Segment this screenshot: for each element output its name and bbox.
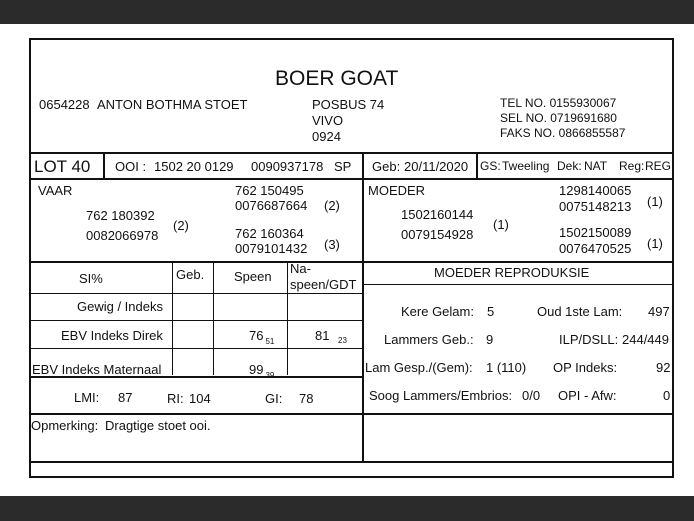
divider — [362, 284, 672, 285]
divider — [31, 152, 672, 154]
address-line-2: VIVO — [312, 113, 344, 128]
index-header-postweaning-1: Na- — [290, 261, 311, 276]
card-title: BOER GOAT — [275, 67, 399, 90]
lambs-born-value: 9 — [486, 332, 494, 347]
ooi-id: 0090937178 — [251, 159, 324, 174]
ilp-label: ILP/DSLL: — [559, 332, 619, 347]
remarks-text: Dragtige stoet ooi. — [105, 418, 211, 433]
sire-number: 0082066978 — [86, 228, 159, 243]
lambs-weaned-value: 1 (110) — [486, 360, 527, 375]
opi-deviation-label: OPI - Afw: — [558, 388, 617, 403]
divider — [103, 154, 105, 178]
times-lambed-label: Kere Gelam: — [401, 304, 474, 319]
divider — [31, 413, 672, 415]
dam-label: MOEDER — [368, 183, 426, 198]
fax-number: FAKS NO. 0866855587 — [500, 126, 626, 140]
index-header-birth: Geb. — [176, 267, 205, 282]
divider — [172, 263, 173, 375]
divider — [31, 293, 362, 294]
dek-label: Dek: — [557, 159, 582, 173]
reproduction-title: MOEDER REPRODUKSIE — [434, 265, 590, 280]
dam-dam-mark: (1) — [647, 236, 663, 251]
birth-label: Geb: — [372, 159, 401, 174]
dam-dam-number: 0076470525 — [559, 241, 632, 256]
reg-label: Reg: — [619, 159, 645, 173]
divider — [287, 263, 288, 375]
divider — [31, 461, 672, 463]
index-header-si: SI% — [79, 271, 103, 286]
reg-value: REG — [645, 159, 672, 173]
times-lambed-value: 5 — [487, 304, 495, 319]
divider — [362, 154, 364, 178]
gi-value: 78 — [299, 391, 314, 406]
dam-id: 1502160144 — [401, 207, 474, 222]
op-index-value: 92 — [656, 360, 671, 375]
cell-number: SEL NO. 0719691680 — [500, 111, 617, 125]
dam-number: 0079154928 — [401, 227, 474, 242]
divider — [31, 376, 362, 378]
sire-sire-number: 0076687664 — [235, 198, 308, 213]
dam-sire-id: 1298140065 — [559, 183, 632, 198]
sire-label: VAAR — [38, 183, 73, 198]
divider — [362, 180, 364, 462]
divider — [31, 178, 672, 180]
divider — [31, 348, 362, 349]
sire-dam-mark: (3) — [324, 237, 340, 252]
ooi-label: OOI : — [115, 159, 147, 174]
sire-sire-mark: (2) — [324, 198, 340, 213]
opi-deviation-value: 0 — [663, 388, 671, 403]
lot-number: LOT 40 — [34, 157, 91, 176]
gs-value: Tweeling — [502, 159, 550, 173]
birth-date: 20/11/2020 — [404, 159, 469, 174]
index-header-postweaning-2: speen/GDT — [290, 277, 357, 292]
divider — [31, 261, 672, 263]
op-index-label: OP Indeks: — [553, 360, 618, 375]
index-row-label: Gewig / Indeks — [77, 299, 163, 314]
index-header-weaning: Speen — [234, 269, 272, 284]
animal-card — [29, 38, 674, 478]
remarks-label: Opmerking: — [31, 418, 99, 433]
sire-id: 762 180392 — [86, 208, 155, 223]
index-row-label: EBV Indeks Maternaal — [32, 362, 162, 377]
first-lamb-age-label: Oud 1ste Lam: — [537, 304, 623, 319]
ooi-number: 1502 20 0129 — [154, 159, 234, 174]
dam-sire-number: 0075148213 — [559, 199, 632, 214]
dam-mark: (1) — [493, 217, 509, 232]
address-line-1: POSBUS 74 — [312, 97, 385, 112]
lmi-label: LMI: — [74, 390, 100, 405]
index-row-label: EBV Indeks Direk — [61, 328, 163, 343]
suckled-lambs-label: Soog Lammers/Embrios: — [369, 388, 513, 403]
suckled-lambs-value: 0/0 — [522, 388, 541, 403]
index-sub-postweaning-direct: 23 — [338, 336, 347, 345]
gi-label: GI: — [265, 391, 283, 406]
index-value-weaning-direct: 76 $_{51}$ — [249, 328, 275, 346]
divider — [31, 320, 362, 321]
breeder-name: ANTON BOTHMA STOET — [97, 97, 248, 112]
first-lamb-age-value: 497 — [648, 304, 670, 319]
address-line-3: 0924 — [312, 129, 341, 144]
ri-label: RI: — [167, 391, 184, 406]
sire-dam-number: 0079101432 — [235, 241, 308, 256]
lambs-weaned-label: Lam Gesp./(Gem): — [365, 360, 473, 375]
sire-dam-id: 762 160364 — [235, 226, 304, 241]
gs-label: GS: — [480, 159, 501, 173]
tel-number: TEL NO. 0155930067 — [500, 96, 617, 110]
index-value-postweaning-direct: 81 — [315, 328, 330, 343]
dek-value: NAT — [584, 159, 608, 173]
lmi-value: 87 — [118, 390, 133, 405]
ri-value: 104 — [189, 391, 211, 406]
ooi-code: SP — [334, 159, 352, 174]
page — [0, 24, 694, 496]
divider — [213, 263, 214, 375]
breeder-id: 0654228 — [39, 97, 90, 112]
sire-sire-id: 762 150495 — [235, 183, 304, 198]
dam-dam-id: 1502150089 — [559, 225, 632, 240]
divider — [476, 154, 478, 178]
dam-sire-mark: (1) — [647, 194, 663, 209]
index-value-weaning-maternal: 99 $_{39}$ — [249, 362, 275, 380]
sire-mark: (2) — [173, 218, 189, 233]
lambs-born-label: Lammers Geb.: — [384, 332, 474, 347]
ilp-value: 244/449 — [622, 332, 669, 347]
